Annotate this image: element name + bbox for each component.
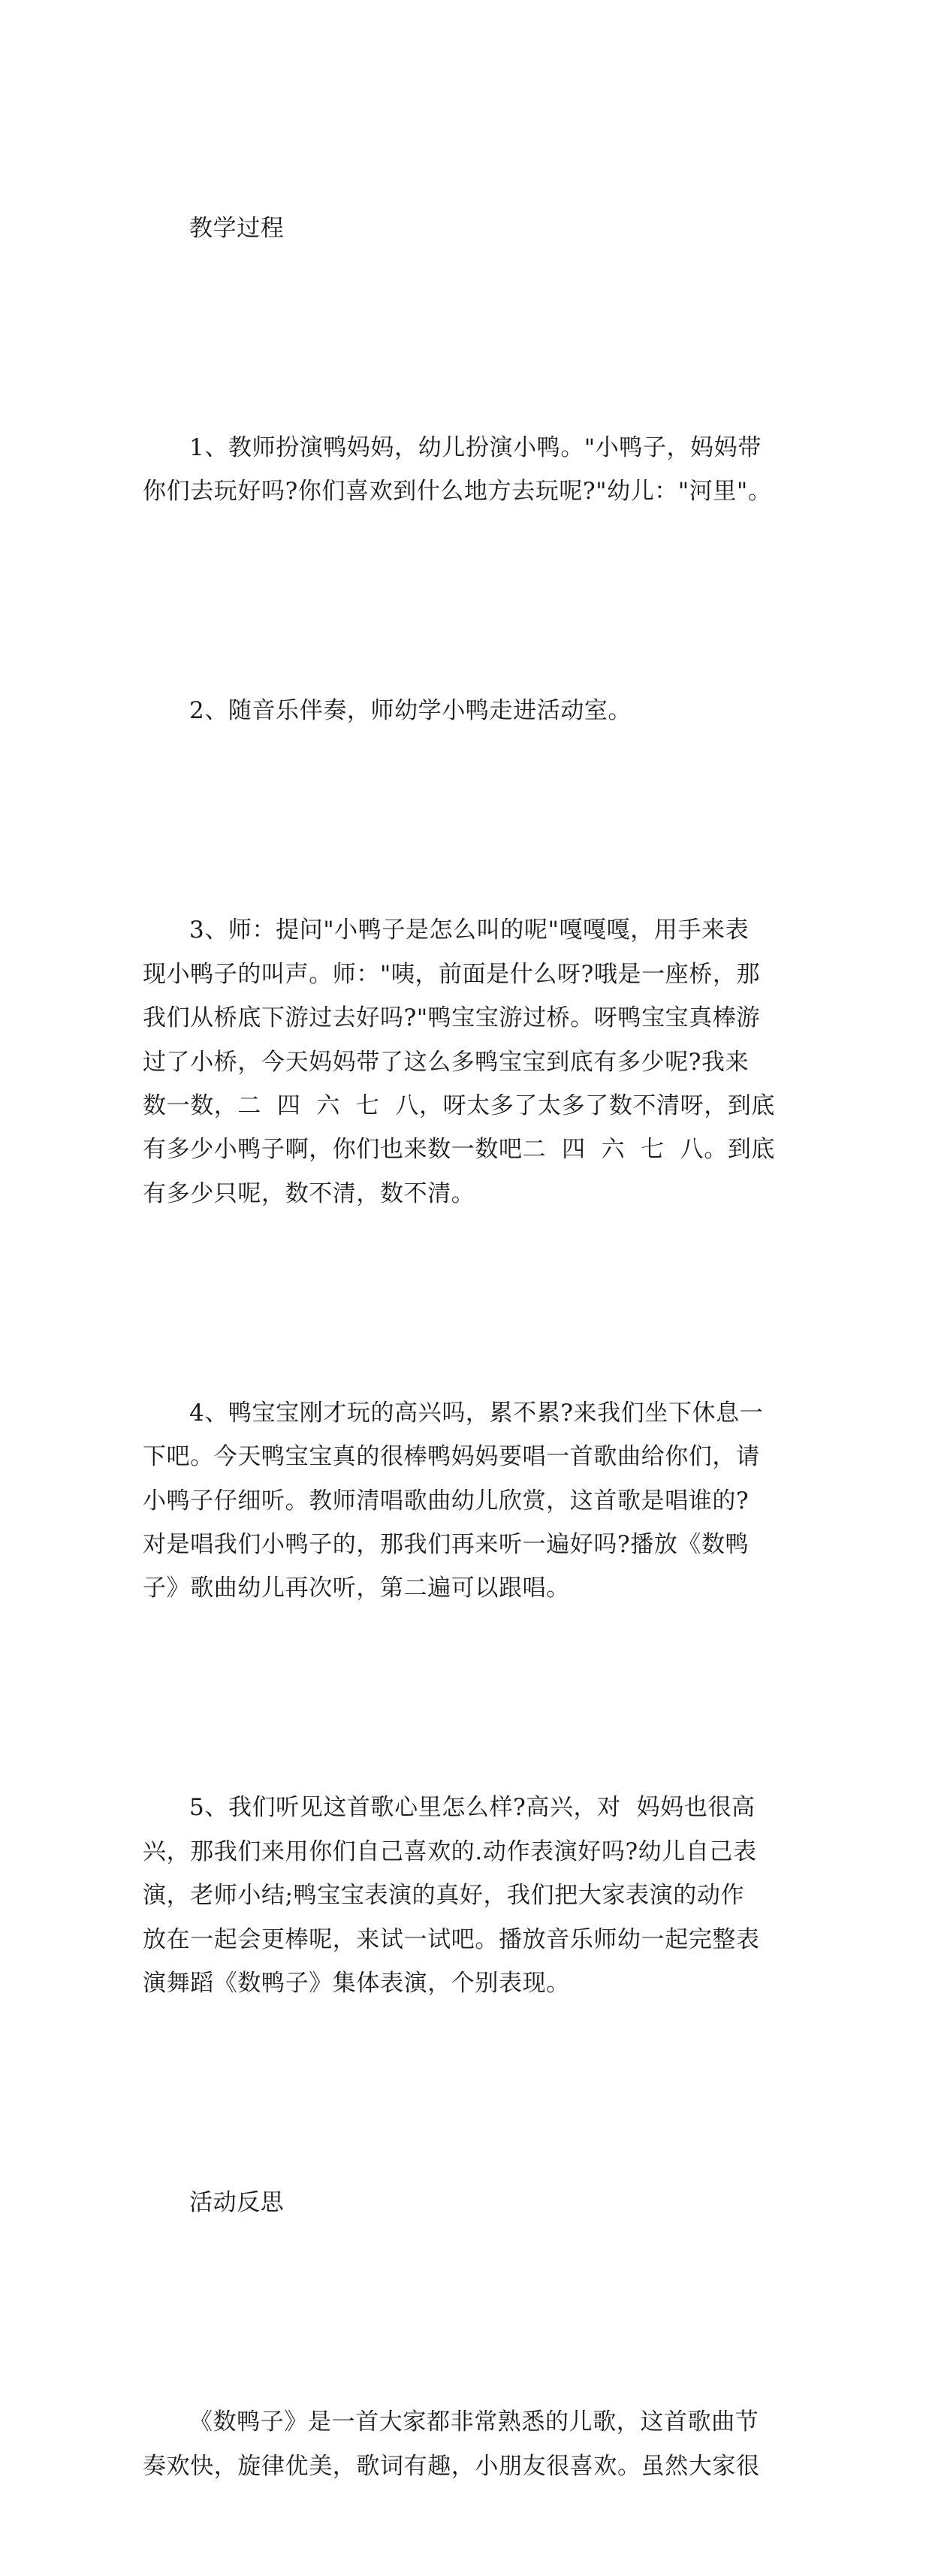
paragraph-step-4 <box>143 1303 790 1699</box>
document-body <box>143 119 790 2576</box>
heading-activity-reflection <box>143 2093 790 2312</box>
text-line: 过了小桥，今天妈妈带了这么多鸭宝宝到底有多少呢?我来 <box>143 1048 750 1076</box>
text-line: 对是唱我们小鸭子的，那我们再来听一遍好吗?播放《数鸭 <box>143 1531 750 1558</box>
text-line: 下吧。今天鸭宝宝真的很棒鸭妈妈要唱一首歌曲给你们，请 <box>143 1443 760 1471</box>
text-line: 你们去玩好吗?你们喜欢到什么地方去玩呢?"幼儿："河里"。 <box>143 478 772 506</box>
heading-teaching-process <box>143 119 790 338</box>
paragraph-step-1 <box>143 338 790 601</box>
paragraph-reflection <box>143 2312 790 2575</box>
text-line: 2、随音乐伴奏，师幼学小鸭走进活动室。 <box>189 697 632 725</box>
text-line: 兴，那我们来用你们自己喜欢的.动作表演好吗?幼儿自己表 <box>143 1838 757 1865</box>
text-line: 《数鸭子》是一首大家都非常熟悉的儿歌，这首歌曲节 <box>189 2408 759 2436</box>
text-line: 3、师：提问"小鸭子是怎么叫的呢"嘎嘎嘎，用手来表 <box>189 917 750 944</box>
paragraph-step-2 <box>143 601 790 820</box>
text-line: 活动反思 <box>189 2189 285 2217</box>
text-line: 奏欢快，旋律优美，歌词有趣，小朋友很喜欢。虽然大家很 <box>143 2452 760 2480</box>
text-line: 数一数，二 四 六 七 八，呀太多了太多了数不清呀，到底 <box>143 1092 776 1119</box>
text-line: 5、我们听见这首歌心里怎么样?高兴，对 妈妈也很高 <box>189 1794 756 1822</box>
paragraph-step-3 <box>143 821 790 1303</box>
text-line: 有多少只呢，数不清，数不清。 <box>143 1179 475 1207</box>
text-line: 演，老师小结;鸭宝宝表演的真好，我们把大家表演的动作 <box>143 1882 745 1910</box>
text-line: 小鸭子仔细听。教师清唱歌曲幼儿欣赏，这首歌是唱谁的? <box>143 1487 750 1514</box>
text-line: 放在一起会更棒呢，来试一试吧。播放音乐师幼一起完整表 <box>143 1925 760 1953</box>
paragraph-step-5 <box>143 1699 790 2094</box>
text-line: 4、鸭宝宝刚才玩的高兴吗，累不累?来我们坐下休息一 <box>189 1399 764 1427</box>
text-line: 演舞蹈《数鸭子》集体表演，个别表现。 <box>143 1970 570 1998</box>
text-line: 我们从桥底下游过去好吗?"鸭宝宝游过桥。呀鸭宝宝真棒游 <box>143 1004 761 1032</box>
text-line: 教学过程 <box>189 214 285 242</box>
text-line: 现小鸭子的叫声。师："咦，前面是什么呀?哦是一座桥，那 <box>143 960 761 988</box>
text-line: 1、教师扮演鸭妈妈，幼儿扮演小鸭。"小鸭子，妈妈带 <box>189 433 762 461</box>
text-line: 子》歌曲幼儿再次听，第二遍可以跟唱。 <box>143 1575 570 1602</box>
text-line: 有多少小鸭子啊，你们也来数一数吧二 四 六 七 八。到底 <box>143 1136 776 1164</box>
